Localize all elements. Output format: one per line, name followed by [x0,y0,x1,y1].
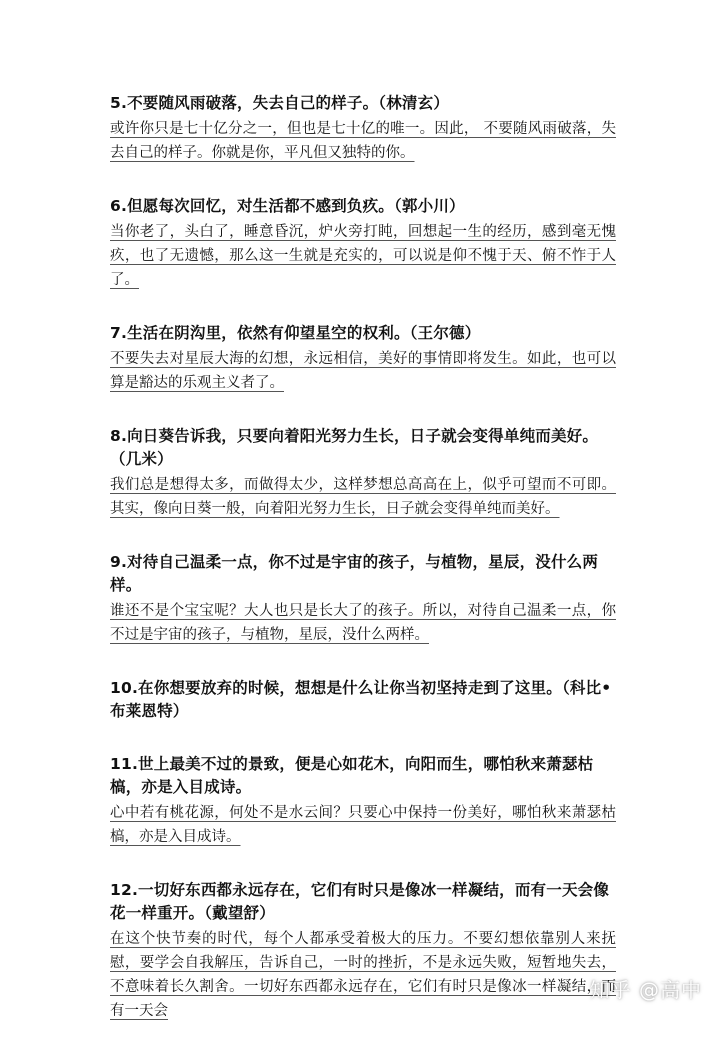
quote-heading: 8.向日葵告诉我，只要向着阳光努力生长，日子就会变得单纯而美好。（几米） [110,427,599,468]
commentary-text: 不要失去对星辰大海的幻想，永远相信，美好的事情即将发生。如此，也可以算是豁达的乐观主义者了。 [110,351,616,391]
quote-heading: 10.在你想要放弃的时候，想想是什么让你当初坚持走到了这里。（科比•布莱恩特） [110,679,612,720]
quote-heading: 7.生活在阴沟里，依然有仰望星空的权利。（王尔德） [110,324,481,342]
document-page [110,92,616,1053]
quote-entry-5 [110,92,616,165]
quote-commentary [110,801,616,849]
quote-commentary [110,220,616,292]
commentary-text: 或许你只是七十亿分之一，但也是七十亿的唯一。因此， 不要随风雨破落，失去自己的样子。你就是你，平凡但又独特的你。 [110,121,616,161]
quote-commentary [110,599,616,647]
commentary-text: 在这个快节奏的时代，每个人都承受着极大的压力。不要幻想依靠别人来抚慰，要学会自我解压，告诉自己，一时的挫折，不是永远失败，短暂地失去，不意味着长久割舍。一切好东西都永远存在，它们有时只是像冰一样凝结，而有一天会 [110,931,616,1019]
quote-heading: 5.不要随风雨破落，失去自己的样子。（林清玄） [110,94,450,112]
quote-commentary [110,927,616,1023]
quote-commentary [110,473,616,521]
quote-entry-11 [110,753,616,849]
zhihu-watermark: 知乎 @高中 [589,978,702,1002]
quote-commentary [110,117,616,165]
quote-heading: 12.一切好东西都永远存在，它们有时只是像冰一样凝结，而有一天会像花一样重开。（戴望舒） [110,881,610,922]
quote-entry-10 [110,677,616,723]
quote-entry-8 [110,425,616,521]
quote-entry-6 [110,195,616,292]
quote-commentary [110,347,616,395]
quote-entry-7 [110,322,616,395]
quote-entry-9 [110,551,616,647]
commentary-text: 当你老了，头白了，睡意昏沉，炉火旁打盹，回想起一生的经历，感到毫无愧疚，也了无遗憾，那么这一生就是充实的，可以说是仰不愧于天、俯不怍于人了。 [110,224,616,288]
commentary-text: 谁还不是个宝宝呢？大人也只是长大了的孩子。所以，对待自己温柔一点，你不过是宇宙的孩子，与植物，星辰，没什么两样。 [110,603,616,643]
commentary-text: 心中若有桃花源，何处不是水云间？只要心中保持一份美好，哪怕秋来萧瑟枯槁，亦是入目成诗。 [110,805,616,845]
quote-heading: 9.对待自己温柔一点，你不过是宇宙的孩子，与植物，星辰，没什么两样。 [110,553,599,594]
quote-heading: 11.世上最美不过的景致，便是心如花木，向阳而生，哪怕秋来萧瑟枯槁，亦是入目成诗。 [110,755,594,796]
quote-entry-12 [110,879,616,1023]
quote-heading: 6.但愿每次回忆，对生活都不感到负疚。（郭小川） [110,197,465,215]
commentary-text: 我们总是想得太多，而做得太少，这样梦想总高高在上，似乎可望而不可即。其实，像向日葵一般，向着阳光努力生长，日子就会变得单纯而美好。 [110,477,616,517]
